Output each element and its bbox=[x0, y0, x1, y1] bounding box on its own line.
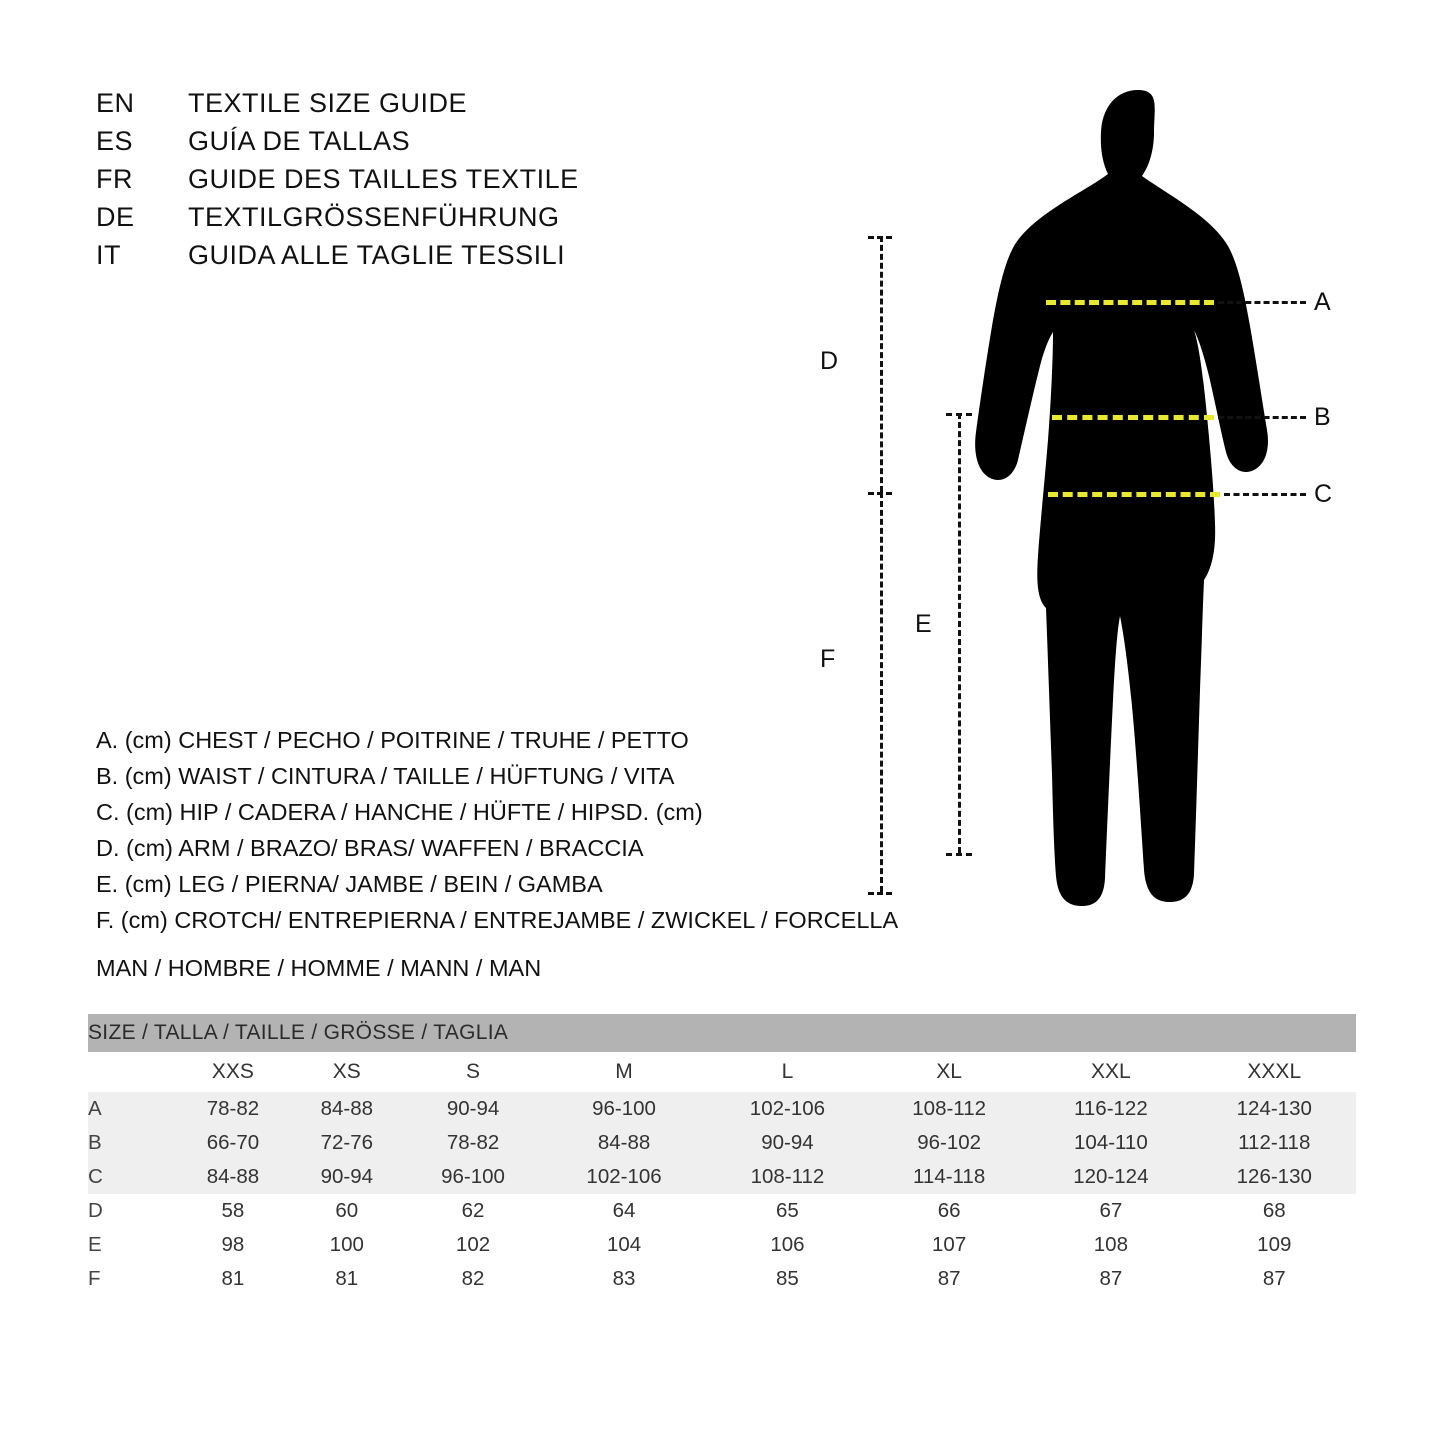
column-header-blank bbox=[88, 1052, 176, 1092]
column-header-l: L bbox=[706, 1052, 869, 1092]
size-table-band bbox=[88, 1014, 1356, 1052]
row-label-a: A bbox=[88, 1092, 176, 1126]
cell-b-s: 78-82 bbox=[404, 1126, 543, 1160]
cell-e-xxl: 108 bbox=[1029, 1228, 1192, 1262]
male-silhouette-icon bbox=[820, 60, 1420, 960]
cell-b-xxxl: 112-118 bbox=[1193, 1126, 1356, 1160]
chest-measure-line bbox=[1046, 300, 1214, 305]
body-measurement-diagram bbox=[820, 60, 1420, 960]
column-header-xxxl: XXXL bbox=[1193, 1052, 1356, 1092]
title-row-it bbox=[96, 240, 796, 278]
title-row-de bbox=[96, 202, 796, 240]
size-table bbox=[88, 1014, 1356, 1296]
legend-item-a: A. (cm) CHEST / PECHO / POITRINE / TRUHE / PETTO bbox=[96, 727, 689, 753]
hip-leader-line bbox=[1224, 493, 1306, 496]
leg-bracket-line bbox=[958, 413, 961, 853]
table-row bbox=[88, 1262, 1356, 1296]
title-lang-de: DE bbox=[96, 202, 135, 232]
crotch-bracket-bottom-tick bbox=[868, 892, 892, 895]
hip-measure-line bbox=[1048, 492, 1220, 497]
row-label-c: C bbox=[88, 1160, 176, 1194]
cell-d-xxl: 67 bbox=[1029, 1194, 1192, 1228]
size-table-band-label: SIZE / TALLA / TAILLE / GRÖSSE / TAGLIA bbox=[88, 1014, 1356, 1052]
waist-measure-line bbox=[1052, 415, 1214, 420]
dim-letter-a: A bbox=[1314, 288, 1331, 316]
cell-c-s: 96-100 bbox=[404, 1160, 543, 1194]
title-text-es: GUÍA DE TALLAS bbox=[188, 126, 411, 156]
chest-leader-line bbox=[1218, 301, 1306, 304]
title-row-es bbox=[96, 126, 796, 164]
cell-c-xxl: 120-124 bbox=[1029, 1160, 1192, 1194]
table-row bbox=[88, 1160, 1356, 1194]
cell-f-xs: 81 bbox=[290, 1262, 404, 1296]
cell-f-l: 85 bbox=[706, 1262, 869, 1296]
cell-c-xs: 90-94 bbox=[290, 1160, 404, 1194]
cell-b-xxl: 104-110 bbox=[1029, 1126, 1192, 1160]
crotch-bracket-line bbox=[880, 492, 883, 892]
cell-a-xl: 108-112 bbox=[869, 1092, 1029, 1126]
title-row-en bbox=[96, 88, 796, 126]
cell-c-xl: 114-118 bbox=[869, 1160, 1029, 1194]
title-lang-fr: FR bbox=[96, 164, 133, 194]
row-label-e: E bbox=[88, 1228, 176, 1262]
cell-d-m: 64 bbox=[542, 1194, 705, 1228]
cell-e-l: 106 bbox=[706, 1228, 869, 1262]
cell-d-xxxl: 68 bbox=[1193, 1194, 1356, 1228]
row-label-f: F bbox=[88, 1262, 176, 1296]
cell-d-xxs: 58 bbox=[176, 1194, 290, 1228]
cell-e-s: 102 bbox=[404, 1228, 543, 1262]
cell-d-l: 65 bbox=[706, 1194, 869, 1228]
cell-e-xxs: 98 bbox=[176, 1228, 290, 1262]
cell-d-xl: 66 bbox=[869, 1194, 1029, 1228]
cell-e-xs: 100 bbox=[290, 1228, 404, 1262]
arm-bracket-line bbox=[880, 236, 883, 492]
waist-leader-line bbox=[1218, 416, 1306, 419]
cell-a-xxxl: 124-130 bbox=[1193, 1092, 1356, 1126]
cell-d-s: 62 bbox=[404, 1194, 543, 1228]
cell-f-m: 83 bbox=[542, 1262, 705, 1296]
cell-c-l: 108-112 bbox=[706, 1160, 869, 1194]
title-block bbox=[96, 88, 796, 278]
column-header-xxl: XXL bbox=[1029, 1052, 1192, 1092]
legend-item-d: D. (cm) ARM / BRAZO/ BRAS/ WAFFEN / BRACCIA bbox=[96, 835, 644, 861]
dim-letter-d: D bbox=[820, 347, 839, 375]
legend-item-c: C. (cm) HIP / CADERA / HANCHE / HÜFTE / HIPSD. (cm) bbox=[96, 799, 703, 825]
title-text-it: GUIDA ALLE TAGLIE TESSILI bbox=[188, 240, 566, 270]
cell-f-xxxl: 87 bbox=[1193, 1262, 1356, 1296]
cell-c-xxs: 84-88 bbox=[176, 1160, 290, 1194]
cell-c-m: 102-106 bbox=[542, 1160, 705, 1194]
measurement-legend bbox=[96, 722, 916, 938]
cell-b-m: 84-88 bbox=[542, 1126, 705, 1160]
cell-b-xxs: 66-70 bbox=[176, 1126, 290, 1160]
title-lang-es: ES bbox=[96, 126, 134, 156]
title-text-en: TEXTILE SIZE GUIDE bbox=[188, 88, 468, 118]
title-lang-en: EN bbox=[96, 88, 135, 118]
cell-c-xxxl: 126-130 bbox=[1193, 1160, 1356, 1194]
table-row bbox=[88, 1092, 1356, 1126]
cell-f-xxs: 81 bbox=[176, 1262, 290, 1296]
table-row bbox=[88, 1194, 1356, 1228]
column-header-xl: XL bbox=[869, 1052, 1029, 1092]
title-text-de: TEXTILGRÖSSENFÜHRUNG bbox=[188, 202, 560, 232]
cell-d-xs: 60 bbox=[290, 1194, 404, 1228]
dim-letter-e: E bbox=[915, 610, 932, 638]
cell-a-s: 90-94 bbox=[404, 1092, 543, 1126]
dim-letter-b: B bbox=[1314, 403, 1331, 431]
leg-bracket-bottom-tick bbox=[946, 853, 972, 856]
cell-a-m: 96-100 bbox=[542, 1092, 705, 1126]
row-label-d: D bbox=[88, 1194, 176, 1228]
cell-a-xxs: 78-82 bbox=[176, 1092, 290, 1126]
cell-e-xl: 107 bbox=[869, 1228, 1029, 1262]
title-row-fr bbox=[96, 164, 796, 202]
cell-f-xxl: 87 bbox=[1029, 1262, 1192, 1296]
cell-b-xs: 72-76 bbox=[290, 1126, 404, 1160]
column-header-m: M bbox=[542, 1052, 705, 1092]
title-text-fr: GUIDE DES TAILLES TEXTILE bbox=[188, 164, 579, 194]
cell-f-s: 82 bbox=[404, 1262, 543, 1296]
column-header-xs: XS bbox=[290, 1052, 404, 1092]
title-lang-it: IT bbox=[96, 240, 121, 270]
legend-item-f: F. (cm) CROTCH/ ENTREPIERNA / ENTREJAMBE / ZWICKEL / FORCELLA bbox=[96, 907, 899, 933]
cell-a-l: 102-106 bbox=[706, 1092, 869, 1126]
cell-b-l: 90-94 bbox=[706, 1126, 869, 1160]
column-header-s: S bbox=[404, 1052, 543, 1092]
cell-a-xs: 84-88 bbox=[290, 1092, 404, 1126]
dim-letter-f: F bbox=[820, 645, 836, 673]
size-table-header-row bbox=[88, 1052, 1356, 1092]
row-label-b: B bbox=[88, 1126, 176, 1160]
dim-letter-c: C bbox=[1314, 480, 1333, 508]
size-table-wrapper bbox=[88, 1014, 1356, 1296]
cell-a-xxl: 116-122 bbox=[1029, 1092, 1192, 1126]
legend-item-e: E. (cm) LEG / PIERNA/ JAMBE / BEIN / GAMBA bbox=[96, 871, 603, 897]
column-header-xxs: XXS bbox=[176, 1052, 290, 1092]
cell-e-m: 104 bbox=[542, 1228, 705, 1262]
table-row bbox=[88, 1126, 1356, 1160]
cell-e-xxxl: 109 bbox=[1193, 1228, 1356, 1262]
cell-b-xl: 96-102 bbox=[869, 1126, 1029, 1160]
legend-item-b: B. (cm) WAIST / CINTURA / TAILLE / HÜFTUNG / VITA bbox=[96, 763, 675, 789]
cell-f-xl: 87 bbox=[869, 1262, 1029, 1296]
gender-label: MAN / HOMBRE / HOMME / MANN / MAN bbox=[96, 955, 542, 981]
table-row bbox=[88, 1228, 1356, 1262]
